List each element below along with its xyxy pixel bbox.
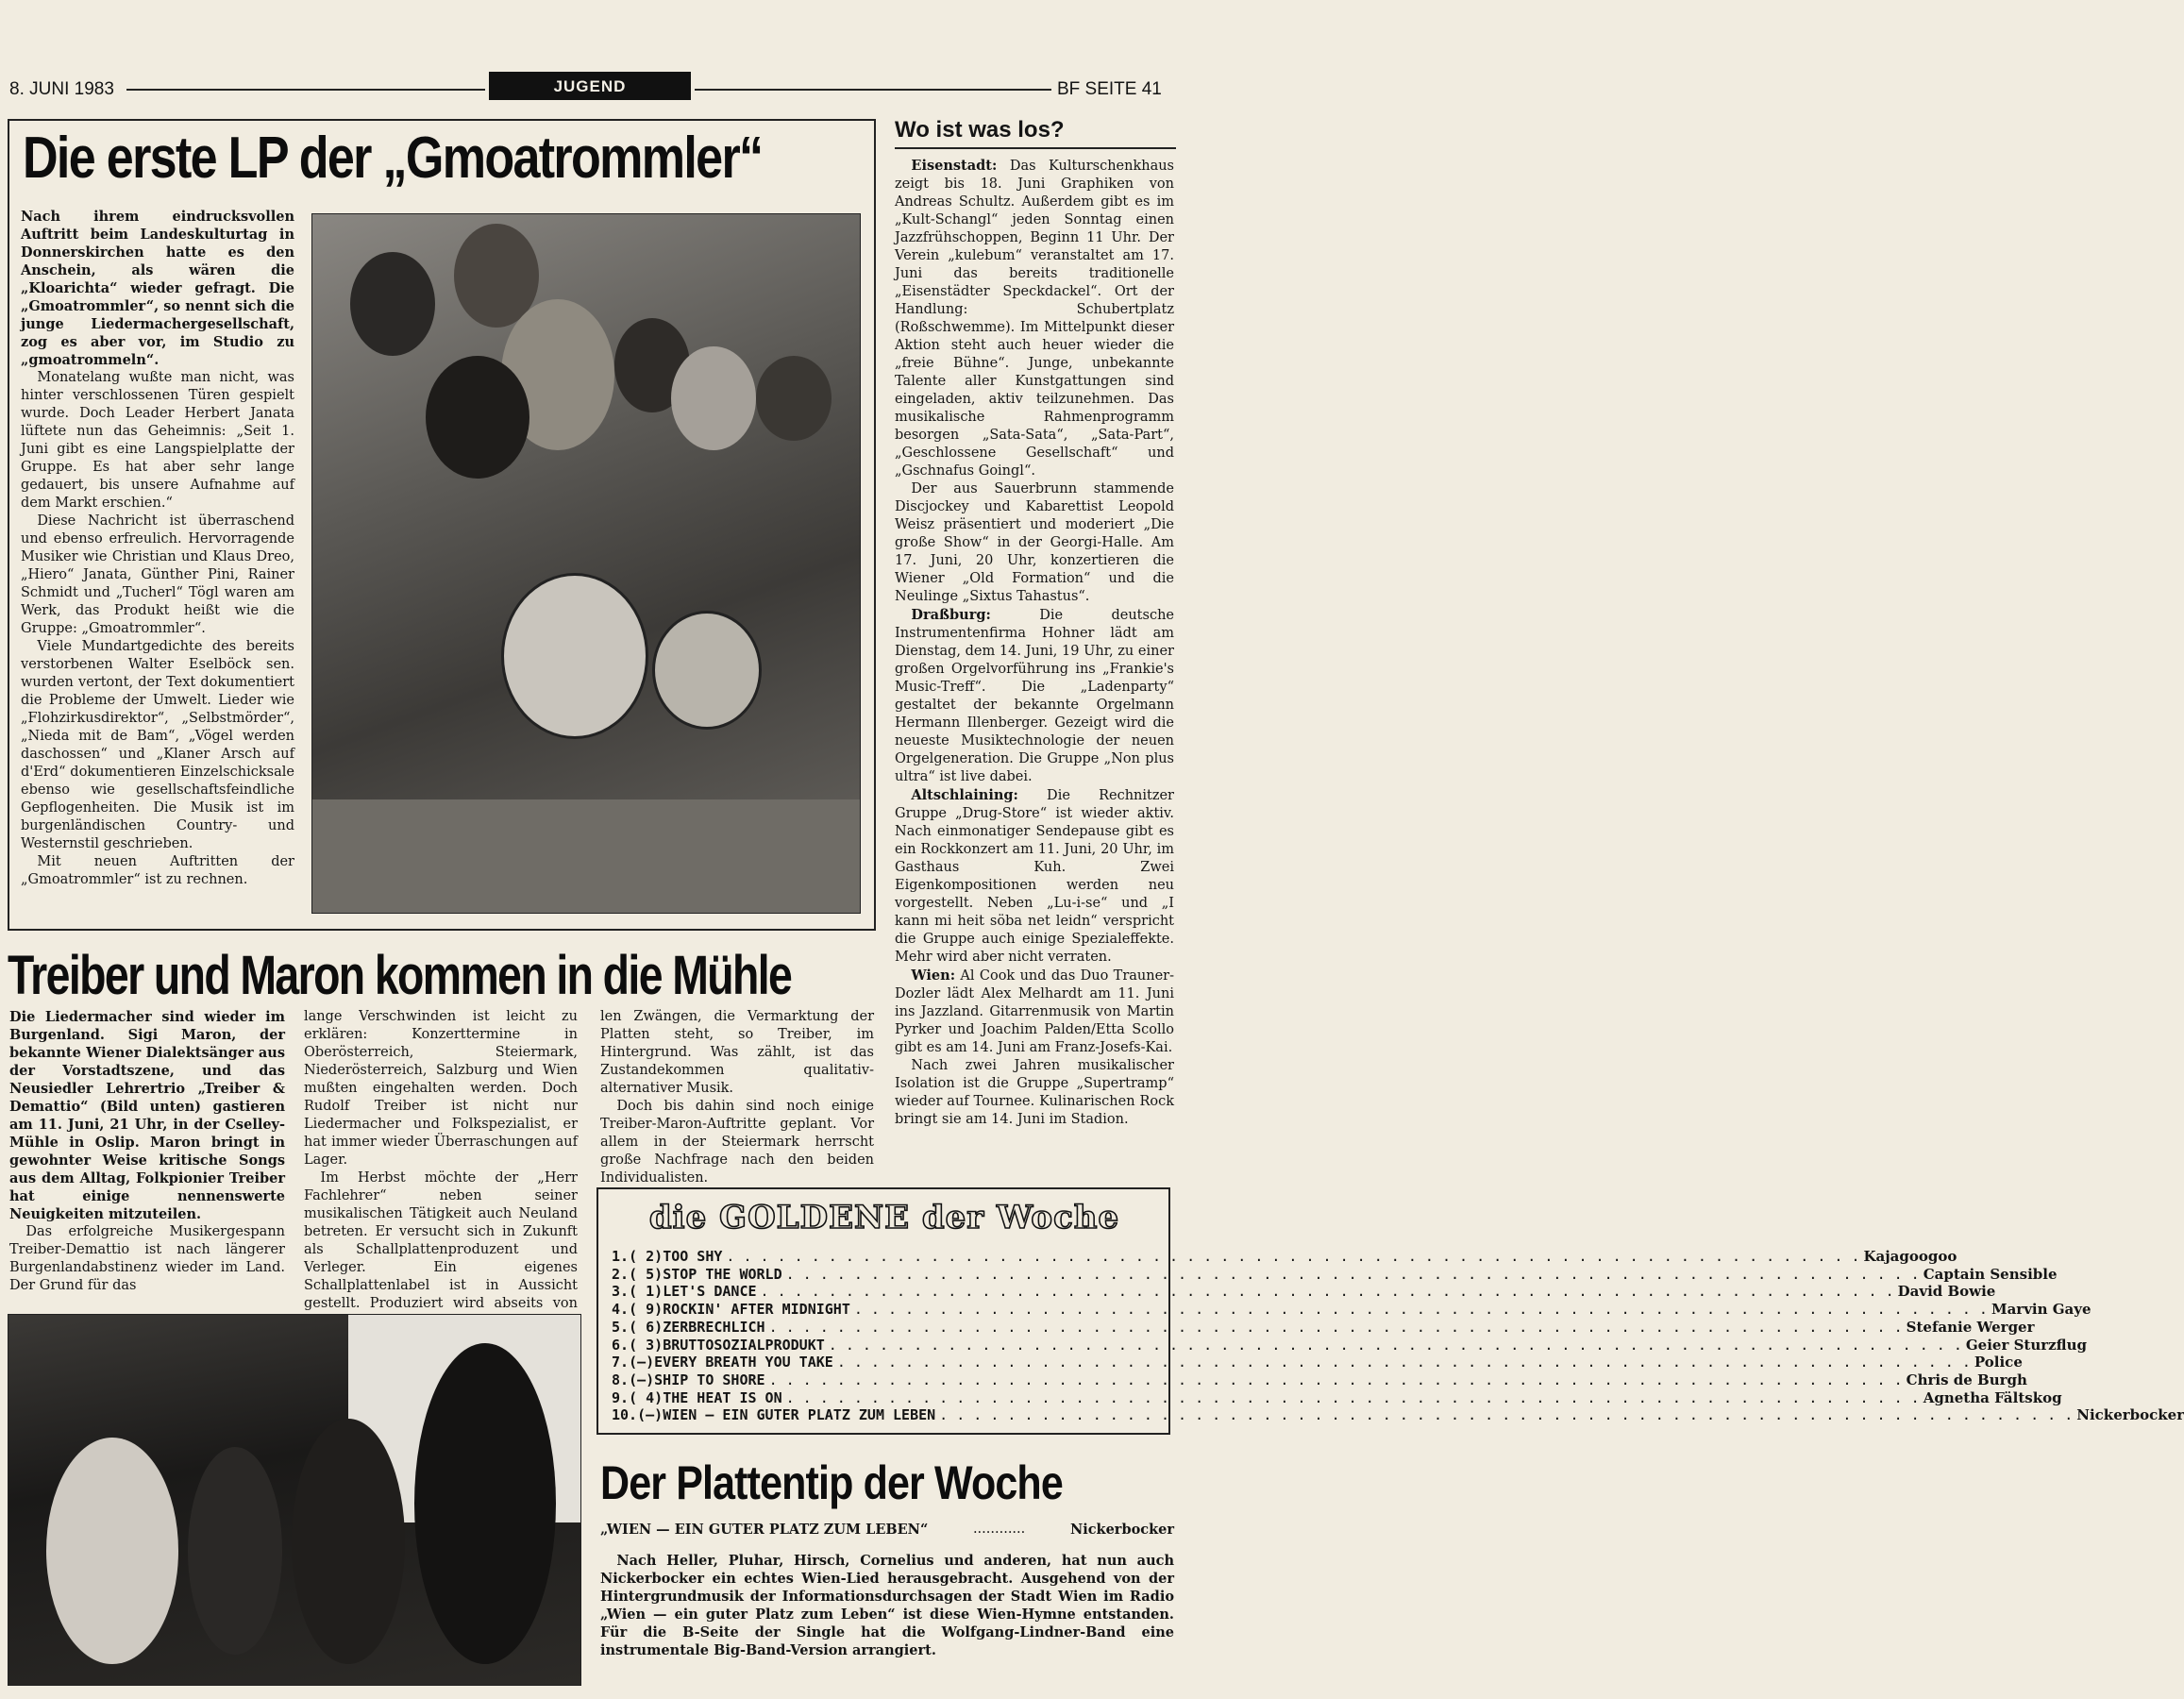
article-paragraph: Das erfolgreiche Musikergespann Treiber-Demattio ist nach längerer Burgenlandabstinenz wieder im Land. Der Grund für das [9,1224,285,1293]
chart-row [612,1318,2035,1336]
plattentip-headline: Der Plattentip der Woche [600,1456,1063,1509]
chart-artist: Chris de Burgh [1906,1371,2027,1388]
article-gmoatrommler-headline: Die erste LP der „Gmoatrommler“ [23,126,763,191]
chart-leader-dots [786,1266,1920,1283]
photo-figure [671,346,756,450]
article-paragraph: Diese Nachricht ist überraschend und ebenso erfreulich. Hervorragende Musiker wie Christian und Klaus Dreo, „Hiero“ Janata, Günther Pini, Rainer Schmidt und „Tucherl“ Tögl waren am Werk, das Produkt heißt wie die Gruppe: „Gmoatrommler“. [21,513,294,636]
charts-title: die GOLDENE der Woche [648,1199,1120,1236]
chart-rank: 7. [612,1354,630,1371]
chart-artist: Marvin Gaye [1991,1301,2092,1319]
sidebar-place: Wien: [911,967,956,984]
chart-rank: 10. [612,1406,638,1424]
drum-small [652,611,762,730]
chart-artist: Captain Sensible [1923,1265,2058,1283]
chart-artist: Kajagoogoo [1863,1248,1957,1265]
chart-row [612,1301,2092,1319]
chart-prev: (—) [637,1406,664,1424]
chart-title: TOO SHY [663,1248,723,1265]
sidebar-place: Draßburg: [911,607,991,623]
article-paragraph: lange Verschwinden ist leicht zu erklären: Konzerttermine in Oberösterreich, Steiermark, Niederösterreich, Salzburg und Wien mußten eingehalten werden. Doch Rudolf Treiber ist nicht nur Liedermacher und Folkspezialist, er hat immer wieder Überraschungen auf Lager. [304,1009,578,1168]
plattentip-text [600,1552,1174,1684]
plattentip-song: „WIEN — EIN GUTER PLATZ ZUM LEBEN“ [600,1522,929,1538]
chart-rank: 6. [612,1336,630,1354]
chart-prev: ( 3) [629,1336,664,1354]
plattentip-paragraph: Nach Heller, Pluhar, Hirsch, Cornelius und anderen, hat nun auch Nickerbocker ein echtes Wien-Lied herausgebracht. Ausgehend von der Hintergrundmusik der Informationsdurchsagen der Stadt Wien im Radio „Wien — ein guter Platz zum Leben“ ist diese Wien-Hymne entstanden. Für die B-Seite der Single hat die Wolfgang-Lindner-Band eine instrumentale Big-Band-Version arrangiert. [600,1553,1174,1658]
sidebar-place: Eisenstadt: [911,158,998,174]
header-date: 8. JUNI 1983 [9,79,114,99]
article-paragraph: Monatelang wußte man nicht, was hinter verschlossenen Türen gespielt wurde. Doch Leader Herbert Janata lüftete nun das Geheimnis: „Seit 1. Juni gibt es eine Langspielplatte der Gruppe. Es hat aber sehr lange gedauert, bis unsere Aufnahme auf dem Markt erschien.“ [21,370,294,511]
article-paragraph: Nach ihrem eindrucksvollen Auftritt beim Landeskulturtag in Donnerskirchen hatte es den Anschein, als wären die „Kloarichta“ wieder gefragt. Die „Gmoatrommler“, so nennt sich die junge Liedermachergesellschaft, zog es aber vor, im Studio zu „gmoatrommeln“. [21,209,294,368]
chart-leader-dots [761,1283,1894,1300]
plattentip-dots: ............ [972,1522,1026,1537]
photo-figure [188,1447,282,1655]
chart-row [612,1336,2087,1354]
chart-artist: David Bowie [1897,1283,1996,1301]
sidebar-paragraph-text: Die deutsche Instrumentenfirma Hohner lädt am Dienstag, dem 14. Juni, 19 Uhr, zu einer großen Orgelvorführung ins „Frankie's Music-Treff“. Die „Ladenparty“ gestaltet der bekannte Orgelmann Hermann Illenberger. Gezeigt wird die neueste Musiktechnologie der neuen Orgelgeneration. Die Gruppe „Non plus ultra“ ist live dabei. [895,608,1174,784]
chart-row [612,1354,2023,1371]
chart-rank: 4. [612,1301,630,1319]
plattentip-artist: Nickerbocker [1069,1522,1174,1538]
header-page: BF SEITE 41 [1057,79,1162,99]
chart-rank: 9. [612,1388,630,1406]
photo-figure [756,356,832,441]
article-treiber-col1 [9,1008,285,1299]
chart-artist: Nickerbocker [2076,1406,2184,1424]
chart-prev: ( 2) [629,1248,664,1265]
chart-leader-dots [786,1389,1920,1406]
sidebar-paragraph [895,157,1174,480]
concert-photo-treiber-demattio [8,1314,581,1686]
chart-title: ZERBRECHLICH [663,1318,765,1336]
sidebar-paragraph [895,967,1174,1057]
photo-figure [426,356,529,479]
chart-title: WIEN — EIN GUTER PLATZ ZUM LEBEN [663,1406,936,1424]
article-paragraph: Viele Mundartgedichte des bereits verstorbenen Walter Eselböck sen. wurden vertont, der Text dokumentiert die Probleme der Umwelt. Lieder wie „Flohzirkusdirektor“, „Selbstmörder“, „Nieda mit de Bam“, „Vögel werden daschossen“ und „Klaner Arsch auf d'Erd“ dokumentieren Einzelschicksale ebenso wie gesellschaftsfeindliche Gepflogenheiten. Die Musik ist im burgenländischen Country- und Westernstil geschrieben. [21,639,294,851]
chart-leader-dots [829,1337,1962,1354]
drum-large [501,573,648,739]
chart-rank: 5. [612,1318,630,1336]
sidebar-text [895,157,1174,1171]
chart-rank: 8. [612,1371,630,1388]
chart-leader-dots [939,1406,2073,1423]
chart-artist: Agnetha Fältskog [1923,1388,2062,1406]
article-paragraph: Doch bis dahin sind noch einige Treiber-Maron-Auftritte geplant. Vor allem in der Steiermark herrscht große Nachfrage nach den beiden Individualisten. [600,1099,874,1186]
chart-row [612,1265,2058,1283]
chart-leader-dots [854,1301,1988,1318]
sidebar-paragraph [895,1057,1174,1129]
chart-rank: 1. [612,1248,630,1265]
photo-figure [414,1343,556,1664]
photo-figure [292,1419,405,1664]
article-paragraph: Mit neuen Auftritten der „Gmoatrommler“ ist zu rechnen. [21,854,294,887]
article-gmoatrommler-text [21,208,294,921]
sidebar-paragraph-text: Die Rechnitzer Gruppe „Drug-Store“ ist wieder aktiv. Nach einmonatiger Sendepause gibt es ein Rockkonzert am 11. Juni, 20 Uhr, im Gasthaus Kuh. Zwei Eigenkompositionen werden neu vorgestellt. Neben „Lu-i-se“ und „I kann mi heit söba net leidn“ verspricht die Gruppe auch einige Spezialeffekte. Mehr wird aber nicht verraten. [895,788,1174,965]
article-paragraph: Im Herbst möchte der „Herr Fachlehrer“ neben seiner musikalischen Tätigkeit auch Neuland betreten. Er versucht sich in Zukunft als Schallplattenproduzent und Verleger. Ein eigenes Schallplattenlabel ist in Aussicht gestellt. Produziert wird abseits von [304,1170,578,1311]
sidebar-paragraph-text: Das Kulturschenkhaus zeigt bis 18. Juni Graphiken von Andreas Schultz. Außerdem gibt es im „Kult-Schangl“ jeden Sonntag einen Jazzfrühschoppen, Beginn 11 Uhr. Der Verein „kulebum“ veranstaltet am 17. Juni das bereits traditionelle „Eisenstädter Speckdackel“. Ort der Handlung: Schubertplatz (Roßschwemme). Im Mittelpunkt dieser Aktion steht auch heuer wieder die „freie Bühne“. Junge, unbekannte Talente aller Kunstgattungen sind eingeladen, aktiv teilzunehmen. Das musikalische Rahmenprogramm besorgen „Sata-Sata“, „Sata-Part“, „Geschlossene Gesellschaft“ und „Gschnafus Goingl“. [895,159,1174,479]
band-photo-gmoatrommler [311,213,861,914]
chart-prev: ( 6) [629,1318,664,1336]
chart-leader-dots [726,1248,1859,1265]
chart-title: LET'S DANCE [663,1283,757,1301]
sidebar-title-rule [895,147,1176,149]
chart-row [612,1388,2062,1406]
sidebar-paragraph-text: Nach zwei Jahren musikalischer Isolation ist die Gruppe „Supertramp“ wieder auf Tournee. Kulinarischen Rock bringt sie am 14. Juni im Stadion. [895,1058,1174,1127]
sidebar-paragraph [895,606,1174,786]
header-rule-left [126,89,485,91]
photo-figure [350,252,435,356]
chart-prev: (—) [629,1371,655,1388]
chart-leader-dots [769,1371,1903,1388]
chart-rank: 3. [612,1283,630,1301]
chart-leader-dots [837,1354,1971,1371]
chart-prev: ( 9) [629,1301,664,1319]
chart-prev: ( 4) [629,1388,664,1406]
plattentip-song-line [600,1522,1174,1538]
photo-ground [312,799,860,913]
sidebar-paragraph [895,480,1174,606]
chart-leader-dots [769,1319,1903,1336]
chart-artist: Police [1974,1354,2023,1371]
chart-prev: ( 5) [629,1265,664,1283]
article-paragraph: len Zwängen, die Vermarktung der Platten steht, so Treiber, im Hintergrund. Was zählt, ist das Zustandekommen qualitativ-alternativer Musik. [600,1009,874,1096]
chart-title: THE HEAT IS ON [663,1388,782,1406]
chart-prev: (—) [629,1354,655,1371]
article-paragraph: Die Liedermacher sind wieder im Burgenland. Sigi Maron, der bekannte Wiener Dialektsänger aus der Vorstadtszene, und das Neusiedler Lehrertrio „Treiber & Demattio“ (Bild unten) gastieren am 11. Juni, 21 Uhr, in der Cselley-Mühle in Oslip. Maron bringt in gewohnter Weise kritische Songs aus dem Alltag, Folkpionier Treiber hat einige nennenswerte Neuigkeiten mitzuteilen. [9,1009,285,1222]
chart-title: BRUTTOSOZIALPRODUKT [663,1336,825,1354]
sidebar-title: Wo ist was los? [895,117,1065,143]
chart-title: SHIP TO SHORE [654,1371,765,1388]
sidebar-paragraph-text: Der aus Sauerbrunn stammende Discjockey und Kabarettist Leopold Weisz präsentiert und moderiert „Die große Show“ in der Georgi-Halle. Am 17. Juni, 20 Uhr, konzertieren die Wiener „Old Formation“ und die Neulinge „Sixtus Tahastus“. [895,481,1174,604]
chart-prev: ( 1) [629,1283,664,1301]
photo-figure [46,1438,178,1664]
chart-title: STOP THE WORLD [663,1265,782,1283]
chart-row [612,1406,2184,1424]
chart-title: ROCKIN' AFTER MIDNIGHT [663,1301,850,1319]
chart-title: EVERY BREATH YOU TAKE [654,1354,833,1371]
article-treiber-col3 [600,1008,874,1187]
chart-artist: Stefanie Werger [1906,1318,2035,1336]
article-treiber-headline: Treiber und Maron kommen in die Mühle [8,945,792,1006]
sidebar-place: Altschlaining: [911,787,1018,803]
chart-row [612,1371,2027,1388]
sidebar-paragraph-text: Al Cook und das Duo Trauner-Dozler lädt Alex Melhardt am 11. Juni ins Jazzland. Gitarrenmusik von Martin Pyrker und Joachim Palden/Etta Scollo gibt es am 14. Juni am Franz-Josefs-Kai. [895,968,1174,1055]
chart-row [612,1248,1957,1265]
chart-rank: 2. [612,1265,630,1283]
header-rule-right [695,89,1051,91]
article-treiber-col2 [304,1008,578,1311]
chart-row [612,1283,1996,1301]
section-label: JUGEND [489,72,691,100]
chart-artist: Geier Sturzflug [1965,1336,2087,1354]
sidebar-paragraph [895,786,1174,967]
